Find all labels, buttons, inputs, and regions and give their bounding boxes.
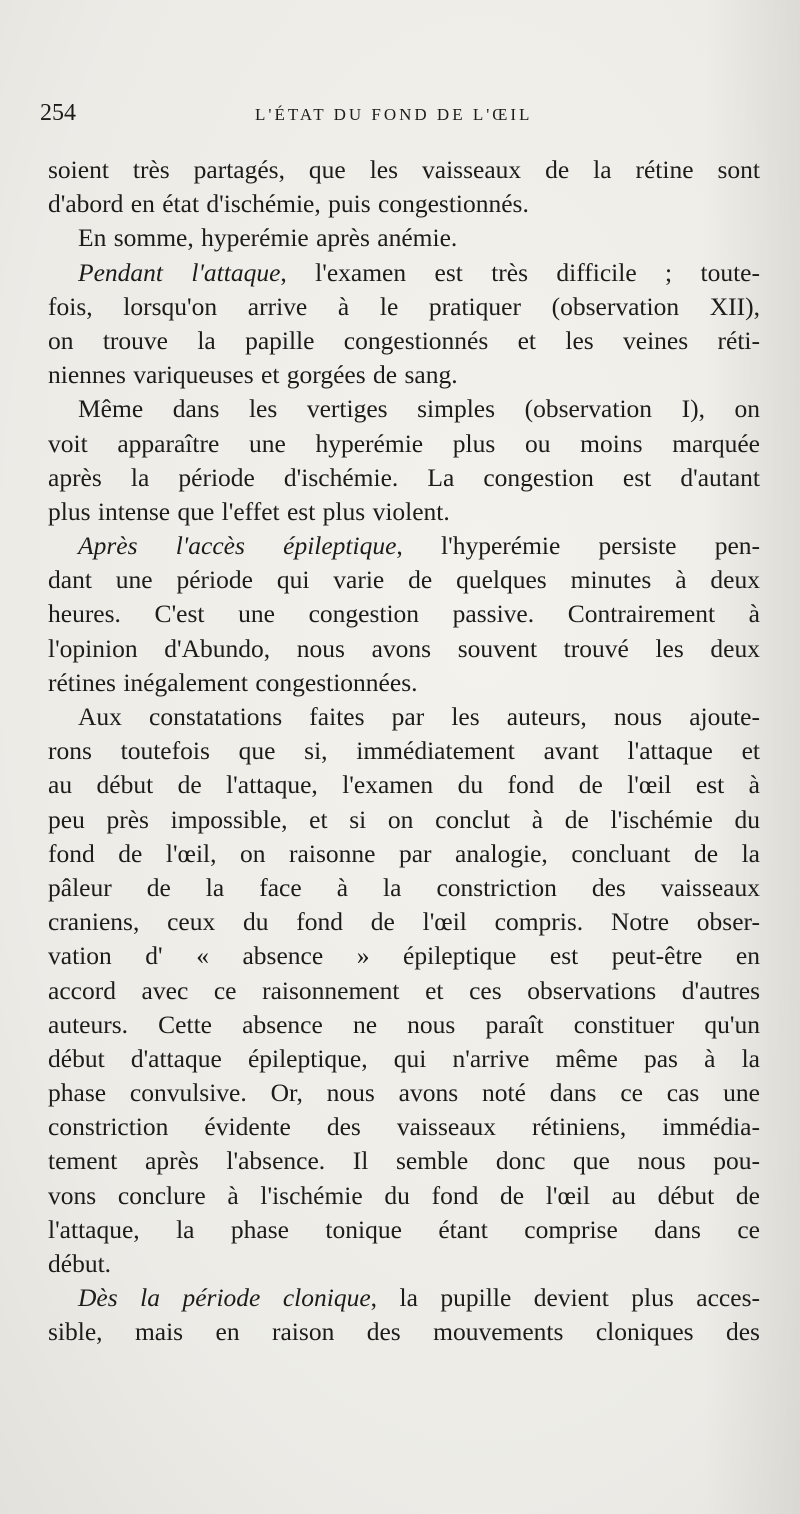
text-line [48,358,760,392]
page-header [40,100,760,130]
italic-lead: Dès la période clonique [78,1283,371,1313]
line-text: l'attaque, la phase tonique étant comprise dans ce [48,1214,760,1244]
line-text: niennes variqueuses et gorgées de sang. [48,360,458,390]
text-line [48,768,760,802]
line-text: rétines inégalement congestionnées. [48,667,418,697]
line-text: craniens, ceux du fond de l'œil compris. Notre obser- [48,907,760,937]
line-text: après la période d'ischémie. La congestion est d'autant [48,462,760,492]
line-text: , l'examen est très difficile ; toute- [280,257,760,287]
line-text: tement après l'absence. Il semble donc que nous pou- [48,1146,760,1176]
line-text: vons conclure à l'ischémie du fond de l'œil au début de [48,1180,760,1210]
text-line [48,939,760,973]
line-text: au début de l'attaque, l'examen du fond de l'œil est à [48,770,760,800]
text-line [48,803,760,837]
line-text: phase convulsive. Or, nous avons noté dans ce cas une [48,1078,760,1108]
text-line [48,974,760,1008]
text-line [48,871,760,905]
text-line [48,290,760,324]
text-line [48,563,760,597]
text-line [48,1042,760,1076]
line-text: Aux constatations faites par les auteurs, nous ajoute- [78,702,760,731]
text-line [48,256,760,290]
text-line [48,666,760,700]
text-line [48,221,760,255]
line-text: , l'hyperémie persiste pen- [396,531,760,561]
line-text: pâleur de la face à la constriction des vaisseaux [48,872,760,902]
text-line [48,1247,760,1281]
text-line [48,1008,760,1042]
page-number: 254 [40,100,76,126]
body-text [48,153,760,1350]
line-text: constriction évidente des vaisseaux rétiniens, immédia- [48,1112,760,1142]
line-text: plus intense que l'effet est plus violent. [48,496,450,526]
italic-lead: Après l'accès épileptique [78,531,397,561]
text-line [48,1315,760,1349]
line-text: heures. C'est une congestion passive. Contrairement à [48,599,760,629]
text-line [48,700,760,734]
text-line [48,1076,760,1110]
text-line [48,1281,760,1315]
text-line [48,905,760,939]
text-line [48,632,760,666]
line-text: accord avec ce raisonnement et ces observations d'autres [48,975,760,1005]
text-line [48,1110,760,1144]
italic-lead: Pendant l'attaque [78,257,281,287]
line-text: rons toutefois que si, immédiatement avant l'attaque et [48,736,760,766]
line-text: peu près impossible, et si on conclut à de l'ischémie du [48,804,760,834]
line-text: Même dans les vertiges simples (observation I), on [78,394,760,424]
text-line [48,495,760,529]
text-line [48,187,760,221]
text-line [48,461,760,495]
text-line [48,1179,760,1213]
text-line [48,392,760,426]
line-text: En somme, hyperémie après anémie. [78,223,458,253]
line-text: vation d' « absence » épileptique est peut-être en [48,941,760,971]
text-line [48,1144,760,1178]
text-line [48,427,760,461]
text-line [48,324,760,358]
text-line [48,597,760,631]
text-line [48,529,760,563]
line-text: début. [48,1249,112,1278]
line-text: , la pupille devient plus acces- [370,1283,760,1313]
line-text: auteurs. Cette absence ne nous paraît constituer qu'un [48,1009,760,1039]
line-text: d'abord en état d'ischémie, puis congestionnés. [48,189,529,219]
text-line [48,153,760,187]
line-text: début d'attaque épileptique, qui n'arrive même pas à la [48,1043,760,1073]
line-text: on trouve la papille congestionnés et les veines réti- [48,325,760,355]
line-text: fois, lorsqu'on arrive à le pratiquer (observation XII), [48,291,760,321]
text-line [48,837,760,871]
line-text: fond de l'œil, on raisonne par analogie, concluant de la [48,838,760,868]
line-text: soient très partagés, que les vaisseaux de la rétine sont [48,155,760,184]
line-text: l'opinion d'Abundo, nous avons souvent trouvé les deux [48,633,760,663]
running-head: L'ÉTAT DU FOND DE L'ŒIL [255,105,533,124]
line-text: dant une période qui varie de quelques minutes à deux [48,565,760,595]
line-text: sible, mais en raison des mouvements cloniques des [48,1317,760,1347]
line-text: voit apparaître une hyperémie plus ou moins marquée [48,428,760,458]
text-line [48,1213,760,1247]
text-line [48,734,760,768]
